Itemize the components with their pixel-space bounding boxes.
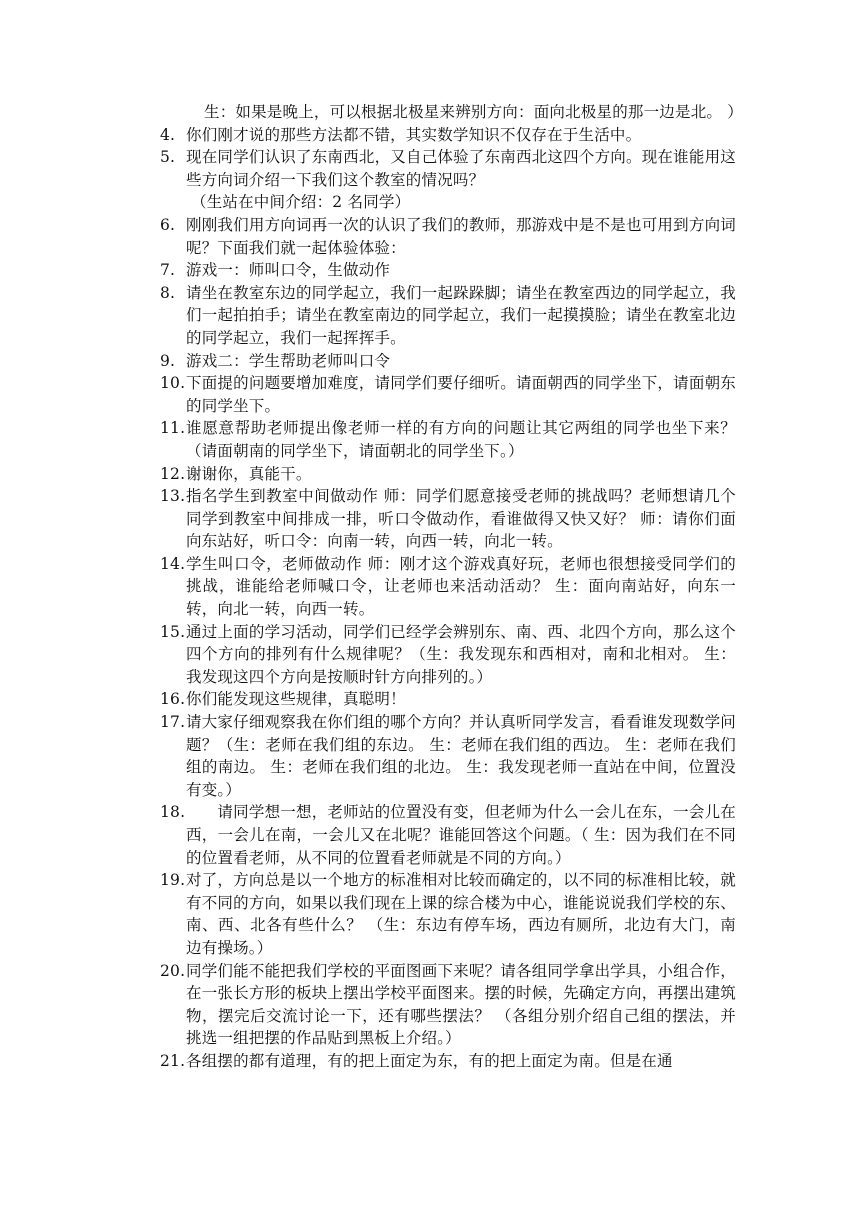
list-item xyxy=(160,463,736,486)
item-text: 请大家仔细观察我在你们组的哪个方向？并认真听同学发言，看看谁发现数学问题？（生：老师在我们组的东边。 生：老师在我们组的西边。 生：老师在我们组的南边。 生：老师在我们组的北边。 生：我发现老师一直站在中间，位置没有变。） xyxy=(186,713,736,799)
list-item xyxy=(160,350,736,373)
list-item xyxy=(160,1050,736,1073)
item-number: 19. xyxy=(160,871,186,890)
list-item xyxy=(160,621,736,689)
list-item xyxy=(160,146,736,191)
item-number: 4. xyxy=(160,125,176,144)
lead-text: 生：如果是晚上，可以根据北极星来辨别方向：面向北极星的那一边是北。 ） xyxy=(204,103,743,121)
item-text: 游戏一：师叫口令，生做动作 xyxy=(186,261,391,280)
item-number: 11. xyxy=(160,419,186,438)
item-note-text: （生站在中间介绍：2 名同学） xyxy=(191,193,411,212)
list-item xyxy=(160,259,736,282)
list-item xyxy=(160,711,736,801)
item-number: 10. xyxy=(160,374,186,393)
item-number: 8. xyxy=(160,283,176,302)
list-item xyxy=(160,485,736,553)
item-number: 20. xyxy=(160,961,186,980)
item-number: 6. xyxy=(160,215,176,234)
list-item xyxy=(160,553,736,621)
item-text: 通过上面的学习活动，同学们已经学会辨别东、南、西、北四个方向，那么这个四个方向的排列有什么规律呢？（生：我发现东和西相对，南和北相对。 生：我发现这四个方向是按顺时针方向排列的。） xyxy=(186,622,736,686)
item-text: 指名学生到教室中间做动作 师：同学们愿意接受老师的挑战吗？老师想请几个同学到教室中间排成一排，听口令做动作，看谁做得又快又好？ 师：请你们面向东站好，听口令：向南一转，向西一转，向北一转。 xyxy=(186,487,736,551)
item-text: 谁愿意帮助老师提出像老师一样的有方向的问题让其它两组的同学也坐下来？ （请面朝南的同学坐下，请面朝北的同学坐下。） xyxy=(186,419,736,460)
item-number: 12. xyxy=(160,464,186,483)
item-number: 16. xyxy=(160,690,186,709)
item-text: 对了，方向总是以一个地方的标准相对比较而确定的，以不同的标准相比较，就有不同的方向，如果以我们现在上课的综合楼为中心，谁能说说我们学校的东、南、西、北各有些什么？ （生：东边有停车场，西边有厕所，北边有大门，南边有操场。） xyxy=(186,871,736,957)
item-text: 你们能发现这些规律，真聪明！ xyxy=(186,690,406,709)
item-text: 你们刚才说的那些方法都不错，其实数学知识不仅存在于生活中。 xyxy=(186,125,642,144)
item-number: 7. xyxy=(160,261,176,280)
item-number: 14. xyxy=(160,554,186,573)
item-text: 各组摆的都有道理，有的把上面定为东，有的把上面定为南。但是在通 xyxy=(186,1051,673,1070)
item-number: 13. xyxy=(160,487,186,506)
list-item xyxy=(160,372,736,417)
item-text: 现在同学们认识了东南西北，又自己体验了东南西北这四个方向。现在谁能用这些方向词介绍一下我们这个教室的情况吗？ xyxy=(186,148,736,189)
lead-paragraph xyxy=(160,101,743,124)
item-text: 刚刚我们用方向词再一次的认识了我们的教师，那游戏中是不是也可用到方向词呢？下面我们就一起体验体验： xyxy=(186,215,736,257)
item-number: 21. xyxy=(160,1051,186,1070)
item-text: 学生叫口令，老师做动作 师：刚才这个游戏真好玩，老师也很想接受同学们的挑战，谁能给老师喊口令，让老师也来活动活动？ 生：面向南站好，向东一转，向北一转，向西一转。 xyxy=(186,554,736,619)
list-item xyxy=(160,801,736,869)
document-body xyxy=(160,101,743,1073)
item-number: 18. xyxy=(160,803,186,822)
list-item xyxy=(160,869,736,959)
item-number: 15. xyxy=(160,622,186,641)
list-item-note xyxy=(160,191,736,214)
list-item xyxy=(160,960,736,1050)
item-number: 17. xyxy=(160,713,186,732)
item-number: 5. xyxy=(160,148,176,167)
list-item xyxy=(160,417,736,462)
item-text: 同学们能不能把我们学校的平面图画下来呢？请各组同学拿出学具，小组合作，在一张长方形的板块上摆出学校平面图来。摆的时候，先确定方向，再摆出建筑物，摆完后交流讨论一下，还有哪些摆法？ （各组分别介绍自己组的摆法，并挑选一组把摆的作品贴到黑板上介绍。） xyxy=(186,961,736,1048)
item-text: 游戏二：学生帮助老师叫口令 xyxy=(186,351,391,370)
list-item xyxy=(160,124,736,147)
list-item xyxy=(160,688,736,711)
item-text: 谢谢你，真能干。 xyxy=(186,464,312,483)
item-text: 请坐在教室东边的同学起立，我们一起跺跺脚；请坐在教室西边的同学起立，我们一起拍拍手；请坐在教室南边的同学起立，我们一起摸摸脸；请坐在教室北边的同学起立，我们一起挥挥手。 xyxy=(186,283,736,347)
item-text: 请同学想一想，老师站的位置没有变，但老师为什么一会儿在东，一会儿在西，一会儿在南，一会儿又在北呢？谁能回答这个问题。（ 生：因为我们在不同的位置看老师，从不同的位置看老师就是不同的方向。） xyxy=(186,803,736,867)
list-item xyxy=(160,214,736,259)
item-text: 下面提的问题要增加难度，请同学们要仔细听。请面朝西的同学坐下，请面朝东的同学坐下。 xyxy=(186,374,736,415)
item-number: 9. xyxy=(160,351,176,370)
list-item xyxy=(160,282,736,350)
